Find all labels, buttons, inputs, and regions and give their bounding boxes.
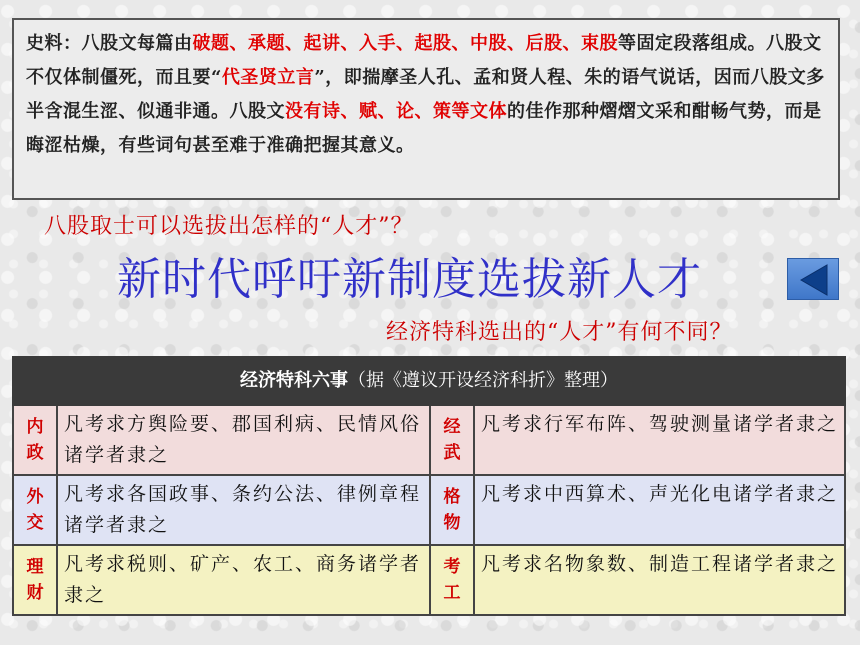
term-6: 中股 — [470, 33, 507, 54]
source-prefix: 史料：八股文每篇由 — [26, 33, 193, 54]
table-header — [12, 356, 846, 406]
category-label — [14, 406, 58, 474]
sep: 、 — [396, 33, 415, 54]
term-4: 入手 — [359, 33, 396, 54]
source-after-parts: 等固定段落组成。八股文不仅体制僵死，而且要“ — [26, 33, 822, 88]
sep: 、 — [229, 33, 248, 54]
source-red-phrase: 没有诗、赋、论、策等文体 — [285, 101, 507, 122]
label-char: 格 — [443, 487, 461, 507]
table-title: 经济特科六事 — [240, 370, 348, 391]
question-two: 经济特科选出的“人才”有何不同？ — [386, 320, 733, 345]
sep: 、 — [507, 33, 526, 54]
source-quote: 代圣贤立言 — [221, 67, 315, 88]
category-description: 凡考求方舆险要、郡国利病、民情风俗诸学者隶之 — [58, 406, 431, 474]
category-label — [431, 546, 475, 614]
term-3: 起讲 — [303, 33, 341, 54]
source-text-box — [12, 18, 840, 200]
label-char: 经 — [443, 417, 461, 437]
table-cell — [14, 546, 431, 614]
label-char: 政 — [26, 443, 44, 463]
label-char: 考 — [443, 557, 461, 577]
category-label — [14, 546, 58, 614]
subjects-table — [12, 356, 846, 616]
table-cell — [431, 406, 844, 474]
category-description: 凡考求税则、矿产、农工、商务诸学者隶之 — [58, 546, 431, 614]
label-char: 内 — [26, 417, 44, 437]
category-label — [14, 476, 58, 544]
table-row — [12, 406, 846, 476]
category-label — [431, 476, 475, 544]
question-one: 八股取士可以选拔出怎样的“人才”？ — [44, 214, 414, 239]
category-description: 凡考求名物象数、制造工程诸学者隶之 — [481, 553, 839, 575]
label-char: 武 — [443, 443, 461, 463]
term-8: 束股 — [581, 33, 618, 54]
label-char: 交 — [26, 513, 44, 533]
term-5: 起股 — [414, 33, 452, 54]
category-description: 凡考求各国政事、条约公法、律例章程诸学者隶之 — [58, 476, 431, 544]
category-description: 凡考求行军布阵、驾驶测量诸学者隶之 — [481, 413, 839, 435]
triangle-left-icon — [788, 259, 840, 301]
term-7: 后股 — [525, 33, 563, 54]
source-end: 的佳作那种熠熠文采和酣畅气势，而是晦涩枯燥，有些词句甚至难于准确把握其意义。 — [26, 101, 822, 156]
label-char: 外 — [26, 487, 44, 507]
sep: 、 — [285, 33, 304, 54]
sep: 、 — [340, 33, 359, 54]
category-label — [431, 406, 475, 474]
term-2: 承题 — [248, 33, 285, 54]
back-button[interactable] — [787, 258, 839, 300]
sep: 、 — [451, 33, 470, 54]
table-row — [12, 546, 846, 616]
label-char: 财 — [26, 583, 44, 603]
table-cell — [14, 406, 431, 474]
table-cell — [14, 476, 431, 544]
table-cell — [431, 476, 844, 544]
label-char: 物 — [443, 513, 461, 533]
table-subtitle: （据《遵议开设经济科折》整理） — [348, 370, 618, 391]
label-char: 理 — [26, 557, 44, 577]
page-title: 新时代呼吁新制度选拔新人才 — [117, 254, 702, 305]
term-1: 破题 — [192, 33, 230, 54]
category-description: 凡考求中西算术、声光化电诸学者隶之 — [481, 483, 839, 505]
sep: 、 — [562, 33, 581, 54]
source-after-quote: ”，即揣摩圣人孔、孟和贤人程、朱的语气说话，因而八股文多半含混生涩、似通非通。八股文 — [26, 67, 825, 122]
label-char: 工 — [443, 583, 461, 603]
table-cell — [431, 546, 844, 614]
table-row — [12, 476, 846, 546]
